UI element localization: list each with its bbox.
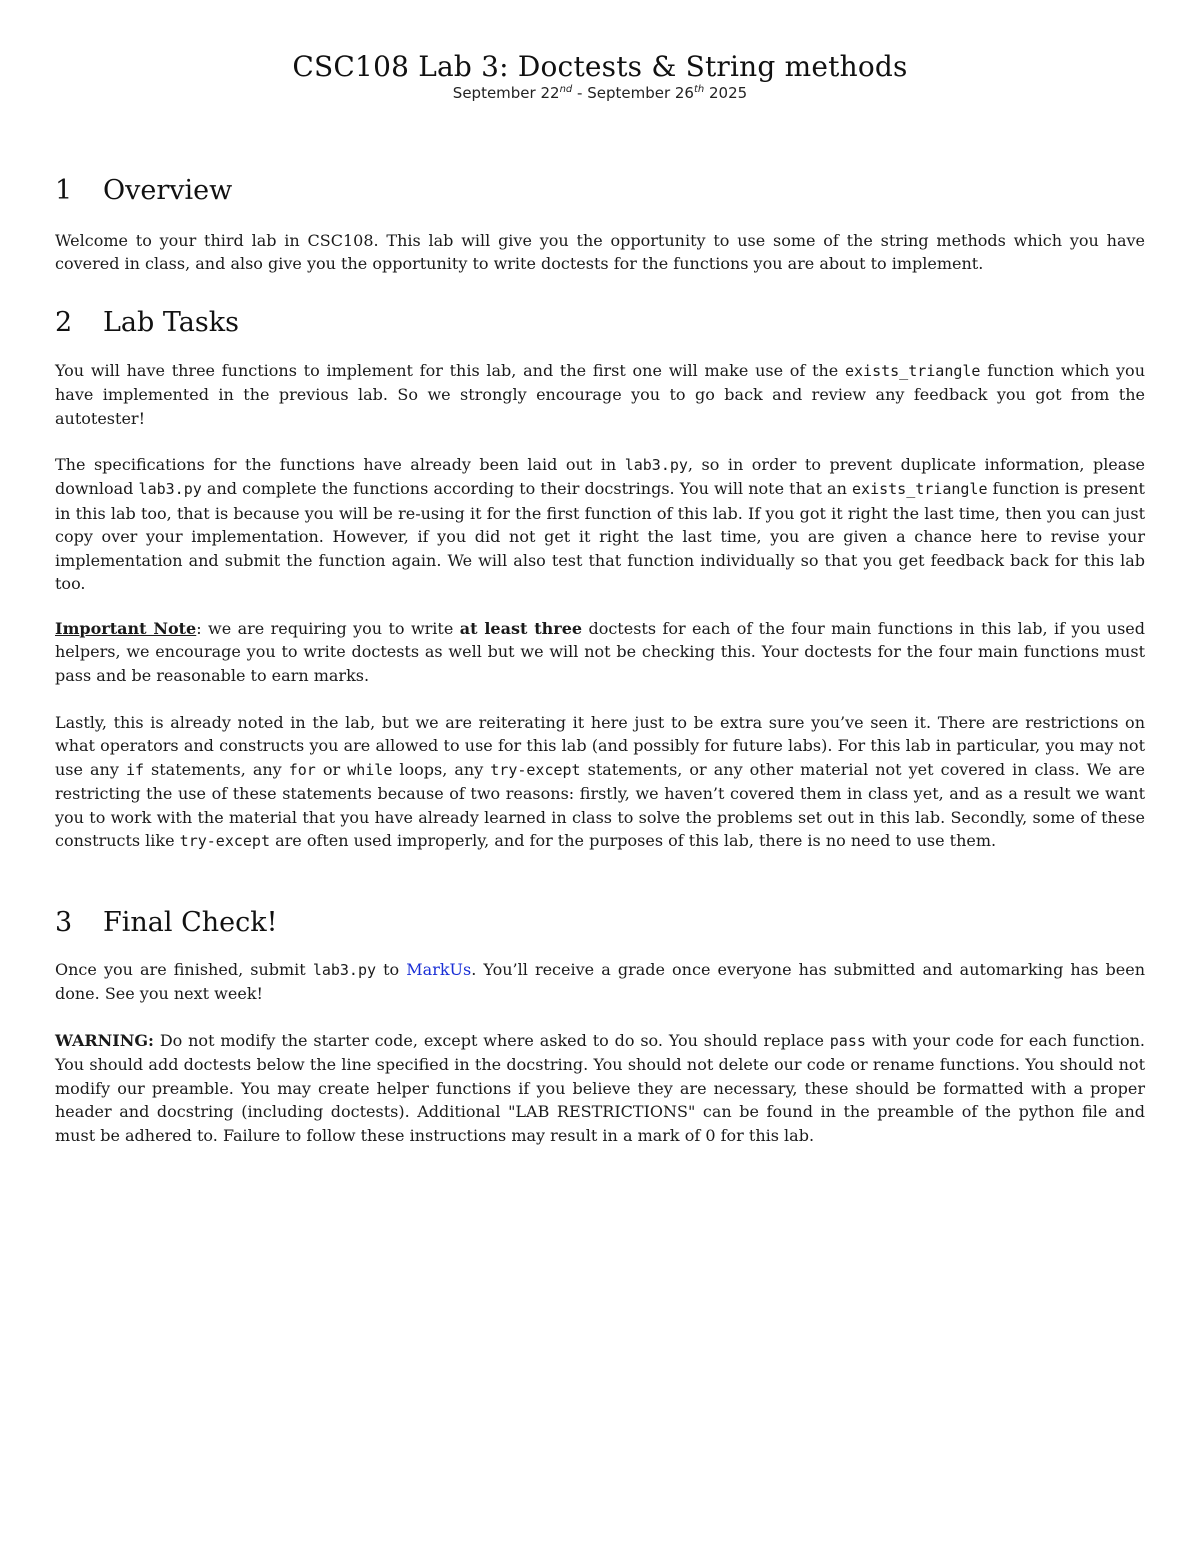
text-run: statements, or any other material not yet covered in class. We are restricting the use of these statements because of two reasons: firstly, we haven’t covered them in class yet, and as a result we want you to work with the material that you have already learned in class to solve the problems set out in this lab. Secondly, some of these constructs like xyxy=(55,759,1146,851)
section-heading-lab-tasks xyxy=(55,307,239,338)
document-title: CSC108 Lab 3: Doctests & String methods xyxy=(292,50,908,83)
final-paragraph-1 xyxy=(55,958,1145,1006)
warning-label: WARNING: xyxy=(55,1031,154,1050)
code-lab3-py: lab3.py xyxy=(138,480,202,499)
date-separator: - September 26 xyxy=(572,84,694,102)
text-run: to xyxy=(376,960,407,979)
text-run: doctests for each of the four main functions in this lab, if you used helpers, we encourage you to write doctests as well but we will not be checking this. Your doctests for the four main functions must pass and be reasonable to earn marks. xyxy=(55,619,1145,685)
section-heading-overview xyxy=(55,175,232,206)
text-run: . You’ll receive a grade once everyone has submitted and automarking has been done. See you next week! xyxy=(55,960,1146,1004)
important-note-paragraph xyxy=(55,617,1145,687)
text-run: loops, any xyxy=(392,759,491,779)
text-run: or xyxy=(315,759,348,779)
code-while: while xyxy=(347,760,393,779)
text-run: function which you have implemented in the previous lab. So we strongly encourage you to go back and review any feedback you got from the autotester! xyxy=(55,361,1145,428)
code-exists-triangle: exists_triangle xyxy=(845,362,981,380)
code-try-except: try-except xyxy=(179,832,270,851)
section-number: 2 xyxy=(55,307,73,338)
text-run: : we are requiring you to write xyxy=(196,619,460,638)
date-year: 2025 xyxy=(704,84,748,102)
important-note-label: Important Note xyxy=(55,619,197,638)
text-run: are often used improperly, and for the purposes of this lab, there is no need to use them. xyxy=(269,831,997,851)
text-run: Lastly, this is already noted in the lab, but we are reiterating it here just to be extra sure you’ve seen it. There are restrictions on what operators and constructs you are allowed to use for this lab (and possibly for future labs). For this lab in particular, you may not use any xyxy=(55,713,1145,779)
text-run: You will have three functions to implement for this lab, and the first one will make use of the xyxy=(55,361,845,380)
section-number: 1 xyxy=(55,175,73,206)
section-title: Lab Tasks xyxy=(103,307,239,338)
section-heading-final-check xyxy=(55,907,277,938)
text-run: Do not modify the starter code, except where asked to do so. You should replace xyxy=(153,1031,830,1050)
date-end-suffix: th xyxy=(693,84,705,95)
section-title: Final Check! xyxy=(103,907,278,938)
code-for: for xyxy=(288,760,316,779)
code-if: if xyxy=(125,760,144,779)
code-lab3-py: lab3.py xyxy=(312,961,377,979)
section-title: Overview xyxy=(103,175,233,206)
document-date xyxy=(55,84,1145,102)
section-number: 3 xyxy=(55,907,73,938)
warning-paragraph xyxy=(55,1029,1145,1147)
overview-paragraph: Welcome to your third lab in CSC108. This lab will give you the opportunity to use some of the string methods which you have covered in class, and also give you the opportunity to write doctests for the functions you are about to implement. xyxy=(55,231,1145,274)
code-lab3-py: lab3.py xyxy=(624,456,688,474)
text-run: Once you are finished, submit xyxy=(55,960,313,979)
tasks-paragraph-1 xyxy=(55,359,1145,430)
text-run: function is present in this lab too, that is because you will be re-using it for the first function of this lab. If you got it right the last time, then you can just copy over your implementation. However, if you did not get it right the last time, you are given a chance here to revise your implementation and submit the function again. We will also test that function individually so that you get feedback back for this lab too. xyxy=(55,479,1145,594)
text-run: The specifications for the functions have already been laid out in xyxy=(55,455,625,474)
date-start: September 22 xyxy=(452,84,560,102)
text-run: with your code for each function. You should add doctests below the line specified in the docstring. You should not delete our code or rename functions. You should not modify our preamble. You may create helper functions if you believe they are necessary, these should be formatted with a proper header and docstring (including doctests). Additional "LAB RESTRICTIONS" can be found in the preamble of the python file and must be adhered to. Failure to follow these instructions may result in a mark of 0 for this lab. xyxy=(55,1031,1145,1145)
text-run: , so in order to prevent duplicate information, please download xyxy=(55,455,1145,499)
markus-link[interactable]: MarkUs xyxy=(406,960,472,979)
date-start-suffix: nd xyxy=(559,84,573,95)
tasks-paragraph-2 xyxy=(55,453,1145,595)
emphasis-at-least-three: at least three xyxy=(459,619,583,638)
text-run: and complete the functions according to their docstrings. You will note that an xyxy=(201,479,853,499)
code-exists-triangle: exists_triangle xyxy=(852,480,988,499)
code-pass: pass xyxy=(829,1032,866,1050)
code-try-except: try-except xyxy=(490,760,581,779)
text-run: statements, any xyxy=(144,759,289,779)
restrictions-paragraph xyxy=(55,711,1145,853)
